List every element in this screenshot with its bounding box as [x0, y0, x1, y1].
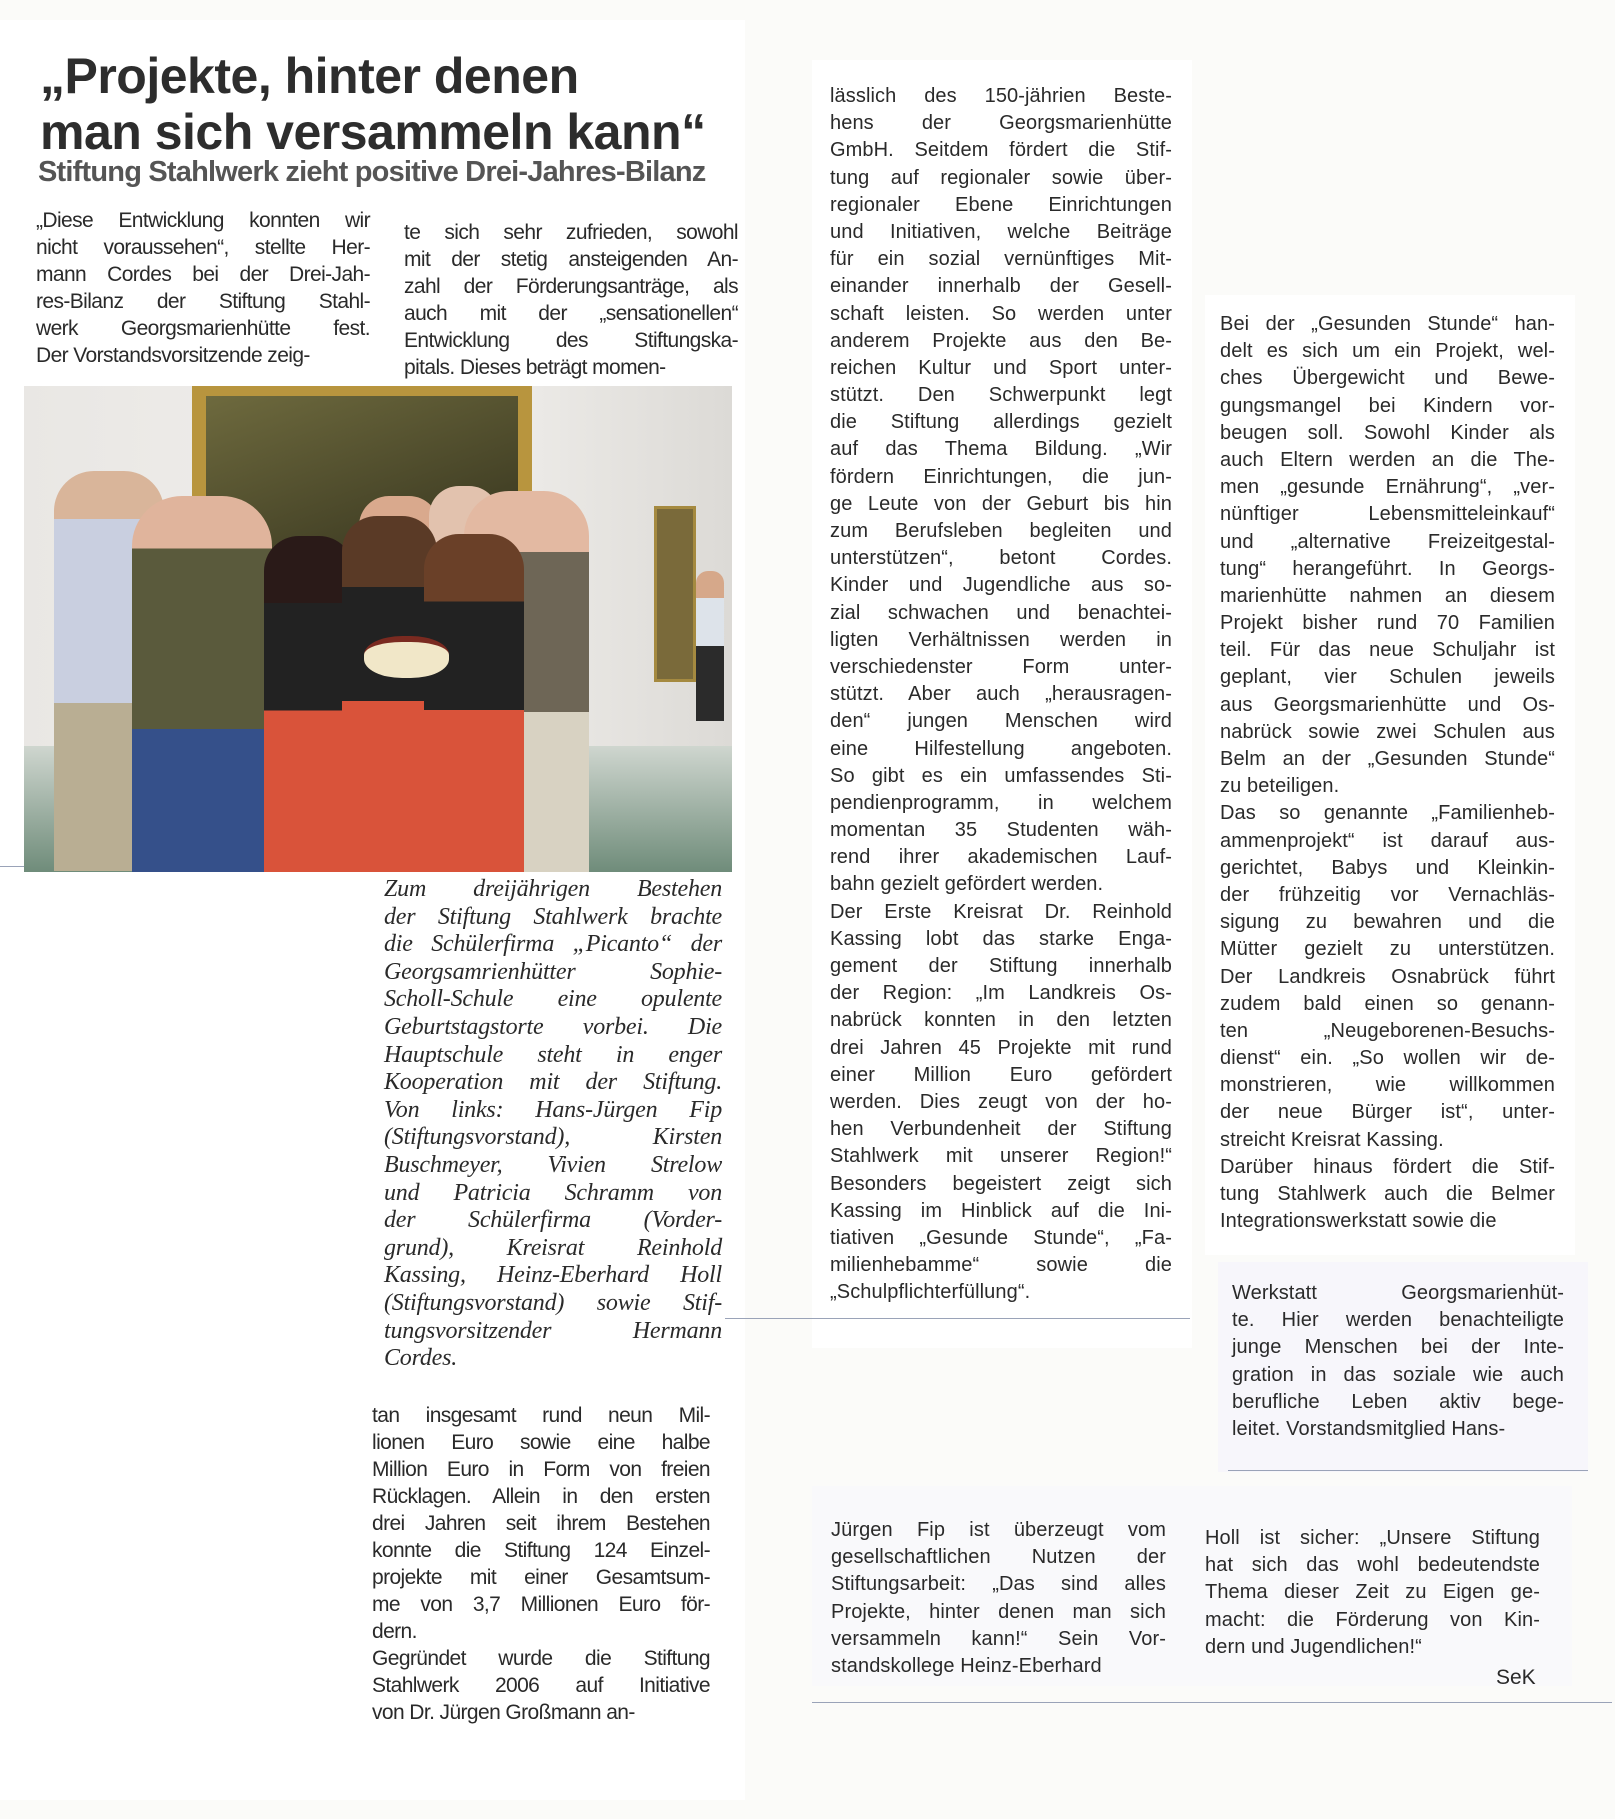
author-initials: SeK — [1496, 1666, 1536, 1689]
text-line: für ein sozial vernünftiges Mit- — [830, 248, 1172, 271]
text-line: Kooperation mit der Stiftung. — [384, 1069, 722, 1096]
text-line: aus Georgsmarienhütte und Os- — [1220, 693, 1555, 716]
text-line: mann Cordes bei der Drei-Jah- — [36, 263, 370, 286]
text-line: grund), Kreisrat Reinhold — [384, 1234, 722, 1261]
text-line: Buschmeyer, Vivien Strelow — [384, 1151, 722, 1178]
birthday-cake — [364, 636, 449, 678]
headline-line-1: „Projekte, hinter denen — [40, 48, 579, 104]
text-line: Stahlwerk mit unserer Region!“ — [830, 1145, 1172, 1168]
text-line: streicht Kreisrat Kassing. — [1220, 1128, 1444, 1151]
person — [132, 496, 272, 872]
text-line: und Initiativen, welche Beiträge — [830, 220, 1172, 243]
text-line: monstrieren, wie willkommen — [1220, 1074, 1555, 1097]
text-line: zum Berufsleben begleiten und — [830, 520, 1172, 542]
text-line: die Schülerfirma „Picanto“ der — [384, 931, 722, 958]
text-line: hens der Georgsmarienhütte — [830, 112, 1172, 135]
student — [264, 536, 354, 872]
text-line: pendienprogramm, in welchem — [830, 791, 1172, 814]
text-line: den“ jungen Menschen wird — [830, 710, 1172, 733]
text-line: macht: die Förderung von Kin- — [1205, 1608, 1540, 1631]
text-line: ammenprojekt“ ist darauf aus- — [1220, 829, 1555, 852]
clip-edge — [1228, 1470, 1588, 1471]
text-line: Zum dreijährigen Bestehen — [384, 876, 722, 902]
text-line: einer Million Euro gefördert — [830, 1063, 1172, 1086]
text-line: tung“ herangeführt. In Georgs- — [1220, 557, 1555, 580]
text-line: auch mit der „sensationellen“ — [404, 302, 738, 325]
text-line: Bei der „Gesunden Stunde“ han- — [1220, 313, 1555, 335]
text-line: (Stiftungsvorstand), Kirsten — [384, 1124, 722, 1151]
text-line: nünftiger Lebensmitteleinkauf“ — [1220, 503, 1555, 526]
text-line: auch Eltern werden an die The- — [1220, 448, 1555, 471]
text-line: der Schülerfirma (Vorder- — [384, 1207, 722, 1234]
text-line: der neue Bürger ist“, unter- — [1220, 1101, 1555, 1124]
text-line: einander innerhalb der Gesell- — [830, 275, 1172, 298]
text-line: unterstützen“, betont Cordes. — [830, 547, 1172, 570]
text-line: sigung zu bewahren und die — [1220, 911, 1555, 934]
headline — [40, 48, 706, 160]
text-line: Werkstatt Georgsmarienhüt- — [1232, 1282, 1564, 1304]
text-line: Entwicklung des Stiftungska- — [404, 329, 738, 352]
werkstatt-box — [1232, 1280, 1564, 1443]
clip-edge — [725, 1318, 1190, 1319]
text-line: So gibt es ein umfassendes Sti- — [830, 764, 1172, 787]
text-line: Georgsamrienhütter Sophie- — [384, 958, 722, 985]
intro-column-1 — [36, 207, 370, 369]
student — [342, 516, 437, 872]
text-line: teil. Für das neue Schuljahr ist — [1220, 639, 1555, 662]
text-line: lässlich des 150-jährien Beste- — [830, 85, 1172, 107]
text-line: Holl ist sicher: „Unsere Stiftung — [1205, 1527, 1540, 1549]
text-line: dern und Jugendlichen!“ — [1205, 1635, 1422, 1658]
text-line: konnte die Stiftung 124 Einzel- — [372, 1539, 710, 1562]
text-line: Hauptschule steht in enger — [384, 1041, 722, 1068]
text-line: pitals. Dieses beträgt momen- — [404, 356, 666, 379]
text-line: zu beteiligen. — [1220, 775, 1340, 798]
text-line: berufliche Leben aktiv bege- — [1232, 1390, 1564, 1413]
text-line: tiativen „Gesunde Stunde“, „Fa- — [830, 1226, 1172, 1249]
text-line: gement der Stiftung innerhalb — [830, 955, 1172, 977]
text-line: geplant, vier Schulen jeweils — [1220, 666, 1555, 689]
text-line: Gegründet wurde die Stiftung — [372, 1647, 710, 1670]
subheadline: Stiftung Stahlwerk zieht positive Drei-Jahres-Bilanz — [38, 156, 706, 188]
text-line: projekte mit einer Gesamtsum- — [372, 1566, 710, 1589]
text-line: Kassing, Heinz-Eberhard Holl — [384, 1262, 722, 1289]
headline-line-2: man sich versammeln kann“ — [40, 104, 706, 160]
text-line: Besonders begeistert zeigt sich — [830, 1172, 1172, 1195]
text-line: die Stiftung allerdings gezielt — [830, 411, 1172, 434]
text-line: tan insgesamt rund neun Mil- — [372, 1404, 710, 1427]
text-line: anderem Projekte aus den Be- — [830, 329, 1172, 352]
photo-caption — [384, 876, 722, 1373]
text-line: me von 3,7 Millionen Euro för- — [372, 1593, 710, 1616]
intro-column-2 — [404, 219, 738, 381]
text-line: Der Erste Kreisrat Dr. Reinhold — [830, 900, 1172, 923]
text-line: dern. — [372, 1620, 417, 1643]
student — [424, 534, 524, 872]
text-line: auf das Thema Bildung. „Wir — [830, 438, 1172, 461]
text-line: reichen Kultur und Sport unter- — [830, 356, 1172, 379]
middle-column — [830, 83, 1172, 1306]
text-line: te. Hier werden benachteiligte — [1232, 1309, 1564, 1332]
text-line: drei Jahren 45 Projekte mit rund — [830, 1036, 1172, 1059]
text-line: Mütter gezielt zu unterstützen. — [1220, 938, 1555, 961]
text-line: stützt. Aber auch „herausragen- — [830, 683, 1172, 706]
text-line: von Dr. Jürgen Großmann an- — [372, 1701, 635, 1724]
text-line: Scholl-Schule eine opulente — [384, 986, 722, 1013]
text-line: Der Vorstandsvorsitzende zeig- — [36, 344, 310, 367]
text-line: GmbH. Seitdem fördert die Stif- — [830, 139, 1172, 162]
text-line: der Region: „Im Landkreis Os- — [830, 982, 1172, 1005]
text-line: milienhebamme“ sowie die — [830, 1254, 1172, 1277]
text-line: ge Leute von der Geburt bis hin — [830, 492, 1172, 515]
text-line: Projekte, hinter denen man sich — [831, 1600, 1166, 1623]
text-line: te sich sehr zufrieden, sowohl — [404, 221, 738, 244]
text-line: res-Bilanz der Stiftung Stahl- — [36, 290, 370, 313]
text-line: werden. Dies zeugt von der ho- — [830, 1090, 1172, 1113]
text-line: hen Verbundenheit der Stiftung — [830, 1118, 1172, 1141]
text-line: drei Jahren seit ihrem Bestehen — [372, 1512, 710, 1535]
text-line: schaft leisten. So werden unter — [830, 302, 1172, 325]
text-line: bahn gezielt gefördert werden. — [830, 873, 1104, 896]
text-line: „Schulpflichterfüllung“. — [830, 1281, 1031, 1304]
text-line: der Stiftung Stahlwerk brachte — [384, 903, 722, 930]
text-line: tung auf regionaler sowie über- — [830, 166, 1172, 189]
text-line: (Stiftungsvorstand) sowie Stif- — [384, 1289, 722, 1316]
text-line: ches Übergewicht und Bewe- — [1220, 367, 1555, 390]
text-line: beugen soll. Sowohl Kinder als — [1220, 421, 1555, 444]
text-line: gungsmangel bei Kindern vor- — [1220, 394, 1555, 417]
text-line: leitet. Vorstandsmitglied Hans- — [1232, 1417, 1506, 1440]
text-line: der frühzeitig vor Vernachläs- — [1220, 883, 1555, 906]
text-line: Von links: Hans-Jürgen Fip — [384, 1096, 722, 1123]
text-line: Stiftungsarbeit: „Das sind alles — [831, 1573, 1166, 1596]
text-line: fördern Einrichtungen, die jun- — [830, 465, 1172, 488]
text-line: hat sich das wohl bedeutendste — [1205, 1554, 1540, 1577]
text-line: tungsvorsitzender Hermann — [384, 1317, 722, 1344]
text-line: Integrationswerkstatt sowie die — [1220, 1210, 1497, 1233]
text-line: nabrück konnten in den letzten — [830, 1009, 1172, 1032]
text-line: rend ihrer akademischen Lauf- — [830, 846, 1172, 869]
text-line: Kassing im Hinblick auf die Ini- — [830, 1199, 1172, 1222]
text-line: marienhütte nahmen an diesem — [1220, 584, 1555, 607]
bottom-left-box — [831, 1517, 1166, 1680]
article-photo — [24, 386, 732, 872]
text-line: Der Landkreis Osnabrück führt — [1220, 965, 1555, 988]
text-line: Thema dieser Zeit zu Eigen ge- — [1205, 1581, 1540, 1604]
text-line: Kassing lobt das starke Enga- — [830, 927, 1172, 950]
text-line: ligten Verhältnissen werden in — [830, 628, 1172, 651]
text-line: Das so genannte „Familienheb- — [1220, 802, 1555, 825]
text-line: zial schwachen und benachtei- — [830, 601, 1172, 624]
text-line: Projekt bisher rund 70 Familien — [1220, 612, 1555, 635]
text-line: ten „Neugeborenen-Besuchs- — [1220, 1019, 1555, 1042]
text-line: junge Menschen bei der Inte- — [1232, 1336, 1564, 1359]
text-line: Jürgen Fip ist überzeugt vom — [831, 1519, 1166, 1541]
text-line: zudem bald einen so genann- — [1220, 992, 1555, 1015]
text-line: gesellschaftlichen Nutzen der — [831, 1546, 1166, 1569]
text-line: regionaler Ebene Einrichtungen — [830, 193, 1172, 216]
text-line: standskollege Heinz-Eberhard — [831, 1654, 1102, 1677]
text-line: stützt. Den Schwerpunkt legt — [830, 384, 1172, 407]
text-line: mit der stetig ansteigenden An- — [404, 248, 738, 271]
text-line: „Diese Entwicklung konnten wir — [36, 209, 370, 232]
text-line: eine Hilfestellung angeboten. — [830, 737, 1172, 760]
text-line: Darüber hinaus fördert die Stif- — [1220, 1155, 1555, 1178]
text-line: Million Euro in Form von freien — [372, 1458, 710, 1481]
text-line: gerichtet, Babys und Kleinkin- — [1220, 856, 1555, 879]
text-line: men „gesunde Ernährung“, „ver- — [1220, 476, 1555, 499]
side-painting — [654, 506, 696, 682]
text-line: und „alternative Freizeitgestal- — [1220, 530, 1555, 553]
text-line: Rücklagen. Allein in den ersten — [372, 1485, 710, 1508]
background-person — [696, 571, 724, 721]
continued-column — [372, 1402, 710, 1726]
text-line: tung Stahlwerk auch die Belmer — [1220, 1183, 1555, 1205]
text-line: Geburtstagstorte vorbei. Die — [384, 1013, 722, 1040]
text-line: werk Georgsmarienhütte fest. — [36, 317, 370, 340]
bottom-right-box — [1205, 1525, 1540, 1661]
text-line: Stahlwerk 2006 auf Initiative — [372, 1674, 710, 1697]
text-line: nabrück sowie zwei Schulen aus — [1220, 720, 1555, 743]
text-line: momentan 35 Studenten wäh- — [830, 819, 1172, 842]
text-line: Cordes. — [384, 1345, 458, 1372]
text-line: zahl der Förderungsanträge, als — [404, 275, 738, 298]
text-line: nicht voraussehen“, stellte Her- — [36, 236, 370, 259]
text-line: Kinder und Jugendliche aus so- — [830, 574, 1172, 597]
text-line: lionen Euro sowie eine halbe — [372, 1431, 710, 1454]
text-line: dienst“ ein. „So wollen wir de- — [1220, 1047, 1555, 1070]
right-column — [1220, 311, 1555, 1235]
text-line: und Patricia Schramm von — [384, 1179, 722, 1206]
text-line: Belm an der „Gesunden Stunde“ — [1220, 748, 1555, 770]
text-line: verschiedenster Form unter- — [830, 655, 1172, 678]
text-line: versammeln kann!“ Sein Vor- — [831, 1627, 1166, 1650]
clip-edge — [812, 1702, 1612, 1703]
text-line: gration in das soziale wie auch — [1232, 1363, 1564, 1386]
text-line: delt es sich um ein Projekt, wel- — [1220, 340, 1555, 363]
